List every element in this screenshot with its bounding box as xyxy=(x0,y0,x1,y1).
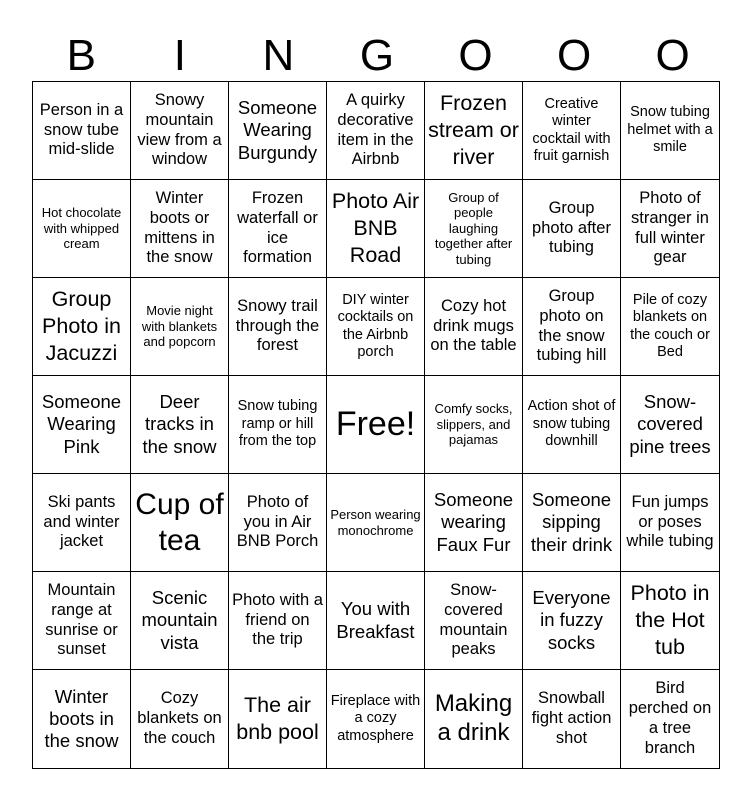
bingo-cell: Fireplace with a cozy atmosphere xyxy=(327,670,425,768)
bingo-cell: Snow tubing helmet with a smile xyxy=(621,82,719,180)
bingo-cell: You with Breakfast xyxy=(327,572,425,670)
bingo-cell: The air bnb pool xyxy=(229,670,327,768)
bingo-cell: Hot chocolate with whipped cream xyxy=(33,180,131,278)
header-letter: O xyxy=(556,31,592,80)
bingo-cell: Deer tracks in the snow xyxy=(131,376,229,474)
bingo-cell: Group Photo in Jacuzzi xyxy=(33,278,131,376)
bingo-cell: Snow-covered mountain peaks xyxy=(425,572,523,670)
bingo-cell: Photo Air BNB Road xyxy=(327,180,425,278)
bingo-cell: Everyone in fuzzy socks xyxy=(523,572,621,670)
bingo-cell: Someone sipping their drink xyxy=(523,474,621,572)
bingo-cell: Making a drink xyxy=(425,670,523,768)
bingo-cell: Photo in the Hot tub xyxy=(621,572,719,670)
bingo-cell: Mountain range at sunrise or sunset xyxy=(33,572,131,670)
bingo-cell: A quirky decorative item in the Airbnb xyxy=(327,82,425,180)
header-letter: B xyxy=(66,31,96,80)
bingo-cell: Winter boots or mittens in the snow xyxy=(131,180,229,278)
bingo-cell: Creative winter cocktail with fruit garnish xyxy=(523,82,621,180)
bingo-cell: Cozy hot drink mugs on the table xyxy=(425,278,523,376)
bingo-cell: Group photo after tubing xyxy=(523,180,621,278)
bingo-grid xyxy=(32,81,720,769)
bingo-cell: Scenic mountain vista xyxy=(131,572,229,670)
bingo-cell: Snowball fight action shot xyxy=(523,670,621,768)
header-letter: N xyxy=(262,31,295,80)
bingo-cell: Cozy blankets on the couch xyxy=(131,670,229,768)
header-letter: I xyxy=(173,31,186,80)
bingo-cell: Someone Wearing Burgundy xyxy=(229,82,327,180)
bingo-header xyxy=(32,30,722,82)
bingo-cell: Cup of tea xyxy=(131,474,229,572)
bingo-cell: Group photo on the snow tubing hill xyxy=(523,278,621,376)
bingo-cell: Frozen waterfall or ice formation xyxy=(229,180,327,278)
header-letter: O xyxy=(458,31,493,80)
bingo-cell: Pile of cozy blankets on the couch or Bed xyxy=(621,278,719,376)
bingo-cell: Snow-covered pine trees xyxy=(621,376,719,474)
bingo-cell: Photo of stranger in full winter gear xyxy=(621,180,719,278)
bingo-cell: Group of people laughing together after tubing xyxy=(425,180,523,278)
free-space: Free! xyxy=(327,376,425,474)
bingo-cell: Comfy socks, slippers, and pajamas xyxy=(425,376,523,474)
bingo-cell: Movie night with blankets and popcorn xyxy=(131,278,229,376)
bingo-cell: Photo of you in Air BNB Porch xyxy=(229,474,327,572)
bingo-cell: Frozen stream or river xyxy=(425,82,523,180)
bingo-cell: Action shot of snow tubing downhill xyxy=(523,376,621,474)
bingo-cell: Winter boots in the snow xyxy=(33,670,131,768)
bingo-cell: Someone wearing Faux Fur xyxy=(425,474,523,572)
bingo-cell: Ski pants and winter jacket xyxy=(33,474,131,572)
bingo-cell: DIY winter cocktails on the Airbnb porch xyxy=(327,278,425,376)
bingo-cell: Person in a snow tube mid-slide xyxy=(33,82,131,180)
bingo-cell: Person wearing monochrome xyxy=(327,474,425,572)
bingo-cell: Fun jumps or poses while tubing xyxy=(621,474,719,572)
header-letter: G xyxy=(359,31,395,80)
bingo-cell: Bird perched on a tree branch xyxy=(628,679,712,757)
bingo-cell: Snowy mountain view from a window xyxy=(131,82,229,180)
header-letter: O xyxy=(655,31,690,80)
bingo-cell: Photo with a friend on the trip xyxy=(229,572,327,670)
bingo-cell: Someone Wearing Pink xyxy=(33,376,131,474)
bingo-cell: Snow tubing ramp or hill from the top xyxy=(229,376,327,474)
bingo-cell: Snowy trail through the forest xyxy=(229,278,327,376)
